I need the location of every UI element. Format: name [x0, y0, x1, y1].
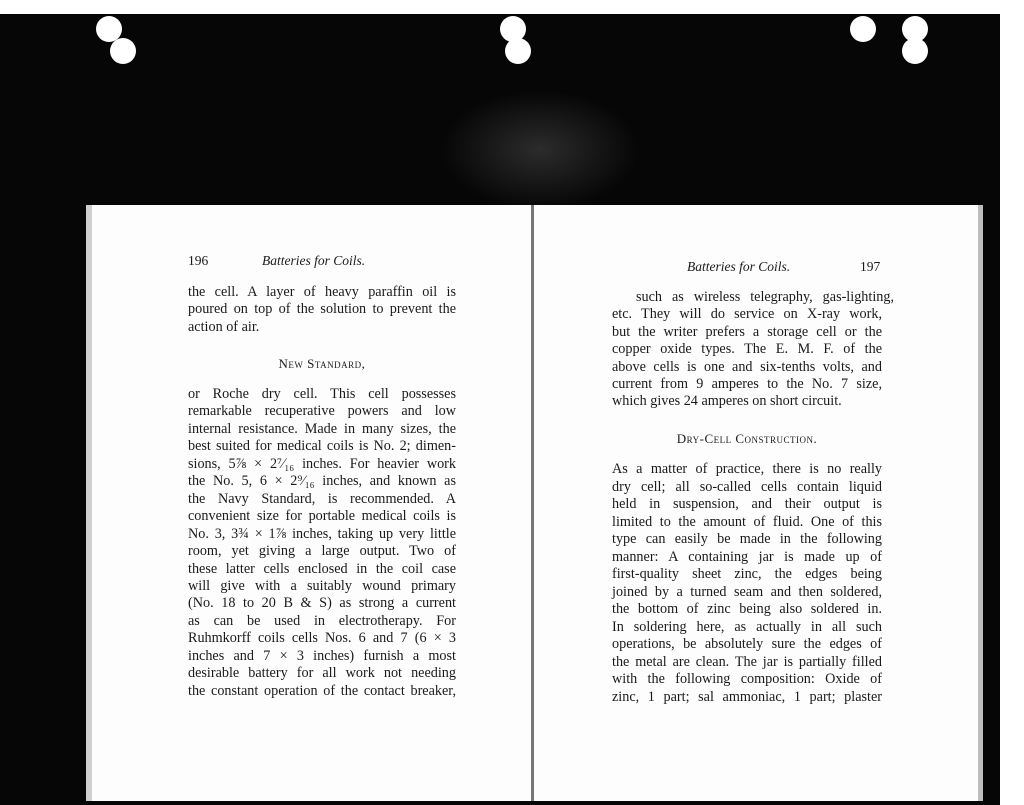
- page-number: 197: [860, 259, 881, 274]
- page-number: 196: [188, 253, 209, 268]
- text-line: the metal are clean. The jar is partially filled: [612, 653, 882, 670]
- text-line: Ruhmkorff coils cells Nos. 6 and 7 (6 × 3: [188, 630, 456, 647]
- text-line: As a matter of practice, there is no really: [612, 461, 882, 477]
- text-line: poured on top of the solution to prevent the: [188, 301, 456, 318]
- running-head: Batteries for Coils.: [262, 253, 366, 268]
- text-line: the constant operation of the contact breaker,: [188, 682, 456, 699]
- text-line: will give with a suitably wound primary: [188, 577, 456, 594]
- text-line: No. 3, 3¾ × 1⅞ inches, taking up very little: [188, 525, 456, 542]
- text-line: internal resistance. Made in many sizes, the: [188, 420, 456, 437]
- text-line: first-quality sheet zinc, the edges being: [612, 566, 882, 582]
- text-line: (No. 18 to 20 B & S) as strong a current: [188, 595, 456, 612]
- binder-hole: [902, 38, 928, 64]
- text-line: with the following composition: Oxide of: [612, 671, 882, 687]
- text-line: best suited for medical coils is No. 2; dimen-: [188, 438, 456, 455]
- book-gutter: [531, 205, 534, 801]
- text-line: In soldering here, as actually in all such: [612, 618, 882, 635]
- text-line: the Navy Standard, is recommended. A: [188, 490, 456, 507]
- section-heading: New Standard,: [278, 356, 366, 371]
- text-line: joined by a turned seam and then soldered,: [612, 583, 882, 600]
- running-head: Batteries for Coils.: [687, 259, 791, 274]
- text-line: etc. They will do service on X-ray work,: [612, 306, 882, 323]
- text-line: manner: A containing jar is made up of: [612, 548, 882, 565]
- text-line: inches and 7 × 3 inches) furnish a most: [188, 647, 456, 664]
- text-line: the cell. A layer of heavy paraffin oil is: [188, 284, 456, 300]
- text-line: as can be used in electrotherapy. For: [188, 612, 456, 629]
- binder-hole: [505, 38, 531, 64]
- text-line: copper oxide types. The E. M. F. of the: [612, 341, 882, 358]
- text-line: remarkable recuperative powers and low: [188, 403, 456, 420]
- text-line: the bottom of zinc being also soldered in.: [612, 601, 882, 617]
- binder-hole: [850, 16, 876, 42]
- binder-hole: [110, 38, 136, 64]
- text-line: desirable battery for all work not needing: [188, 665, 456, 682]
- text-line: sions, 5⅞ × 2⁷⁄₁₆ inches. For heavier work: [188, 455, 456, 472]
- text-line: above cells is one and six-tenths volts, and: [612, 358, 882, 375]
- text-line: zinc, 1 part; sal ammoniac, 1 part; plaster: [612, 688, 882, 705]
- text-line: the No. 5, 6 × 2⁹⁄₁₆ inches, and known as: [188, 473, 456, 490]
- text-line: held in suspension, and their output is: [612, 496, 882, 512]
- text-line: convenient size for portable medical coils is: [188, 508, 456, 525]
- text-line: such as wireless telegraphy, gas-lighting,: [636, 289, 894, 305]
- text-line: operations, be absolutely sure the edges of: [612, 636, 882, 652]
- text-line: or Roche dry cell. This cell possesses: [188, 386, 456, 402]
- text-line: these latter cells enclosed in the coil case: [188, 560, 456, 577]
- text-line: which gives 24 amperes on short circuit.: [612, 393, 842, 410]
- scan-artifact: [440, 90, 640, 210]
- text-line: but the writer prefers a storage cell or the: [612, 323, 882, 340]
- section-heading: Dry-Cell Construction.: [676, 431, 818, 446]
- text-line: type can easily be made in the following: [612, 531, 882, 547]
- text-line: action of air.: [188, 318, 260, 335]
- text-line: room, yet giving a large output. Two of: [188, 543, 456, 560]
- text-line: dry cell; all so-called cells contain liquid: [612, 478, 882, 495]
- text-line: limited to the amount of fluid. One of this: [612, 513, 882, 530]
- text-line: current from 9 amperes to the No. 7 size,: [612, 376, 882, 392]
